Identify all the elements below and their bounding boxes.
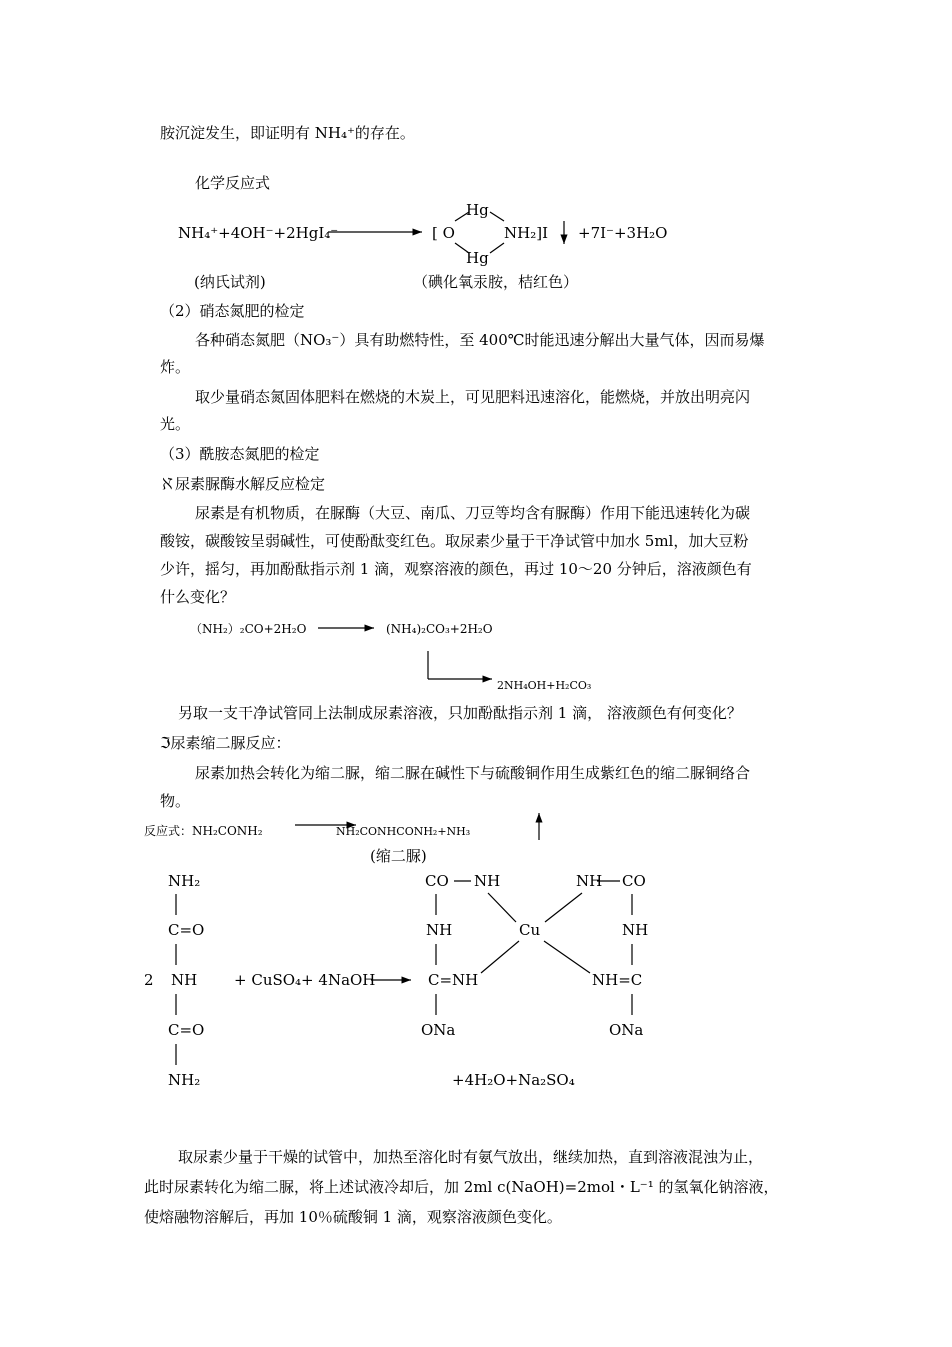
urea-eq-left: （NH₂）₂CO+2H₂O [190, 622, 307, 636]
biuret-paragraph-line-2: 物。 [160, 792, 191, 810]
copper-center: Cu [519, 921, 541, 939]
nessler-products: +7I⁻+3H₂O [578, 224, 668, 242]
urea-nh2-top: NH₂ [168, 872, 201, 890]
right-ligand-nh-top: NH [576, 872, 603, 890]
final-paragraph-line-3: 使熔融物溶解后，再加 10％硫酸铜 1 滴，观察溶液颜色变化。 [144, 1208, 562, 1226]
nessler-hg-bottom: Hg [466, 249, 489, 267]
urease-paragraph-line-1: 尿素是有机物质，在脲酶（大豆、南瓜、刀豆等均含有脲酶）作用下能迅速转化为碳 [195, 504, 751, 522]
nessler-reactants: NH₄⁺+4OH⁻+2HgI₄⁻ [178, 224, 339, 242]
nitrate-paragraph-2: 取少量硝态氮固体肥料在燃烧的木炭上，可见肥料迅速溶化，能燃烧，并放出明亮闪 [195, 388, 751, 406]
urea-eq-right: (NH₄)₂CO₃+2H₂O [386, 622, 493, 636]
right-ligand-nh: NH [622, 921, 649, 939]
left-ligand-cnh: C=NH [428, 971, 479, 989]
urea-co-1: C=O [168, 921, 205, 939]
biuret-paragraph-line-1: 尿素加热会转化为缩二脲，缩二脲在碱性下与硫酸铜作用生成紫红色的缩二脲铜络合 [195, 764, 751, 782]
right-ligand-co: CO [622, 872, 646, 890]
nitrate-paragraph-1: 各种硝态氮肥（NO₃⁻）具有助燃特性，至 400℃时能迅速分解出大量气体，因而易爆 [195, 331, 765, 349]
left-ligand-ona: ONa [421, 1021, 456, 1039]
intro-paragraph: 胺沉淀发生，即证明有 NH₄⁺的存在。 [160, 124, 415, 142]
nessler-product-label: （碘化氧汞胺，桔红色） [413, 273, 579, 291]
complex-reagents: + CuSO₄+ 4NaOH [234, 971, 376, 989]
biuret-eq-product: NH₂CONHCONH₂+NH₃ [336, 825, 471, 838]
urease-paragraph-line-4: 什么变化？ [160, 588, 236, 606]
urease-paragraph-line-3: 少许，摇匀，再加酚酞指示剂 1 滴，观察溶液的颜色，再过 10～20 分钟后，溶液颜色有 [160, 560, 752, 578]
left-ligand-co: CO [425, 872, 449, 890]
complex-byproducts: +4H₂O+Na₂SO₄ [452, 1071, 575, 1089]
final-paragraph-line-1: 取尿素少量于干燥的试管中，加热至溶化时有氨气放出，继续加热，直到溶液混浊为止， [178, 1148, 764, 1166]
biuret-eq-prefix: 反应式：NH₂CONH₂ [144, 824, 263, 838]
urea-nh2-bottom: NH₂ [168, 1071, 201, 1089]
nitrate-paragraph-2-cont: 光。 [160, 415, 191, 433]
right-ligand-nhc: NH=C [592, 971, 643, 989]
nessler-reagent-label: (纳氏试剂) [194, 273, 266, 291]
left-ligand-nh: NH [426, 921, 453, 939]
urea-eq-product: 2NH₄OH+H₂CO₃ [497, 679, 592, 692]
nessler-bracket-o: [ O [432, 224, 455, 242]
repeat-paragraph: 另取一支干净试管同上法制成尿素溶液，只加酚酞指示剂 1 滴， 溶液颜色有何变化？ [178, 704, 742, 722]
nessler-nh2i: NH₂]I [504, 224, 548, 242]
nessler-hg-top: Hg [466, 201, 489, 219]
nitrate-paragraph-1-cont: 炸。 [160, 358, 191, 376]
right-ligand-ona: ONa [609, 1021, 644, 1039]
reaction-heading: 化学反应式 [195, 174, 271, 192]
urease-paragraph-line-2: 酸铵，碳酸铵呈弱碱性，可使酚酞变红色。取尿素少量于干净试管中加水 5ml，加大豆粉 [160, 532, 749, 550]
urea-coefficient: 2 [144, 971, 154, 989]
biuret-heading: ℑ尿素缩二脲反应： [160, 734, 291, 752]
urease-heading: ℵ尿素脲酶水解反应检定 [160, 475, 326, 493]
urea-co-2: C=O [168, 1021, 205, 1039]
urea-nh: NH [171, 971, 198, 989]
final-paragraph-line-2: 此时尿素转化为缩二脲，将上述试液冷却后，加 2ml c(NaOH)=2mol・L⁻¹ 的氢氧化钠溶液， [144, 1178, 779, 1196]
left-ligand-nh-top: NH [474, 872, 501, 890]
nitrate-heading: （2）硝态氮肥的检定 [160, 302, 305, 320]
biuret-eq-label: (缩二脲) [370, 847, 427, 865]
amide-heading: （3）酰胺态氮肥的检定 [160, 445, 320, 463]
